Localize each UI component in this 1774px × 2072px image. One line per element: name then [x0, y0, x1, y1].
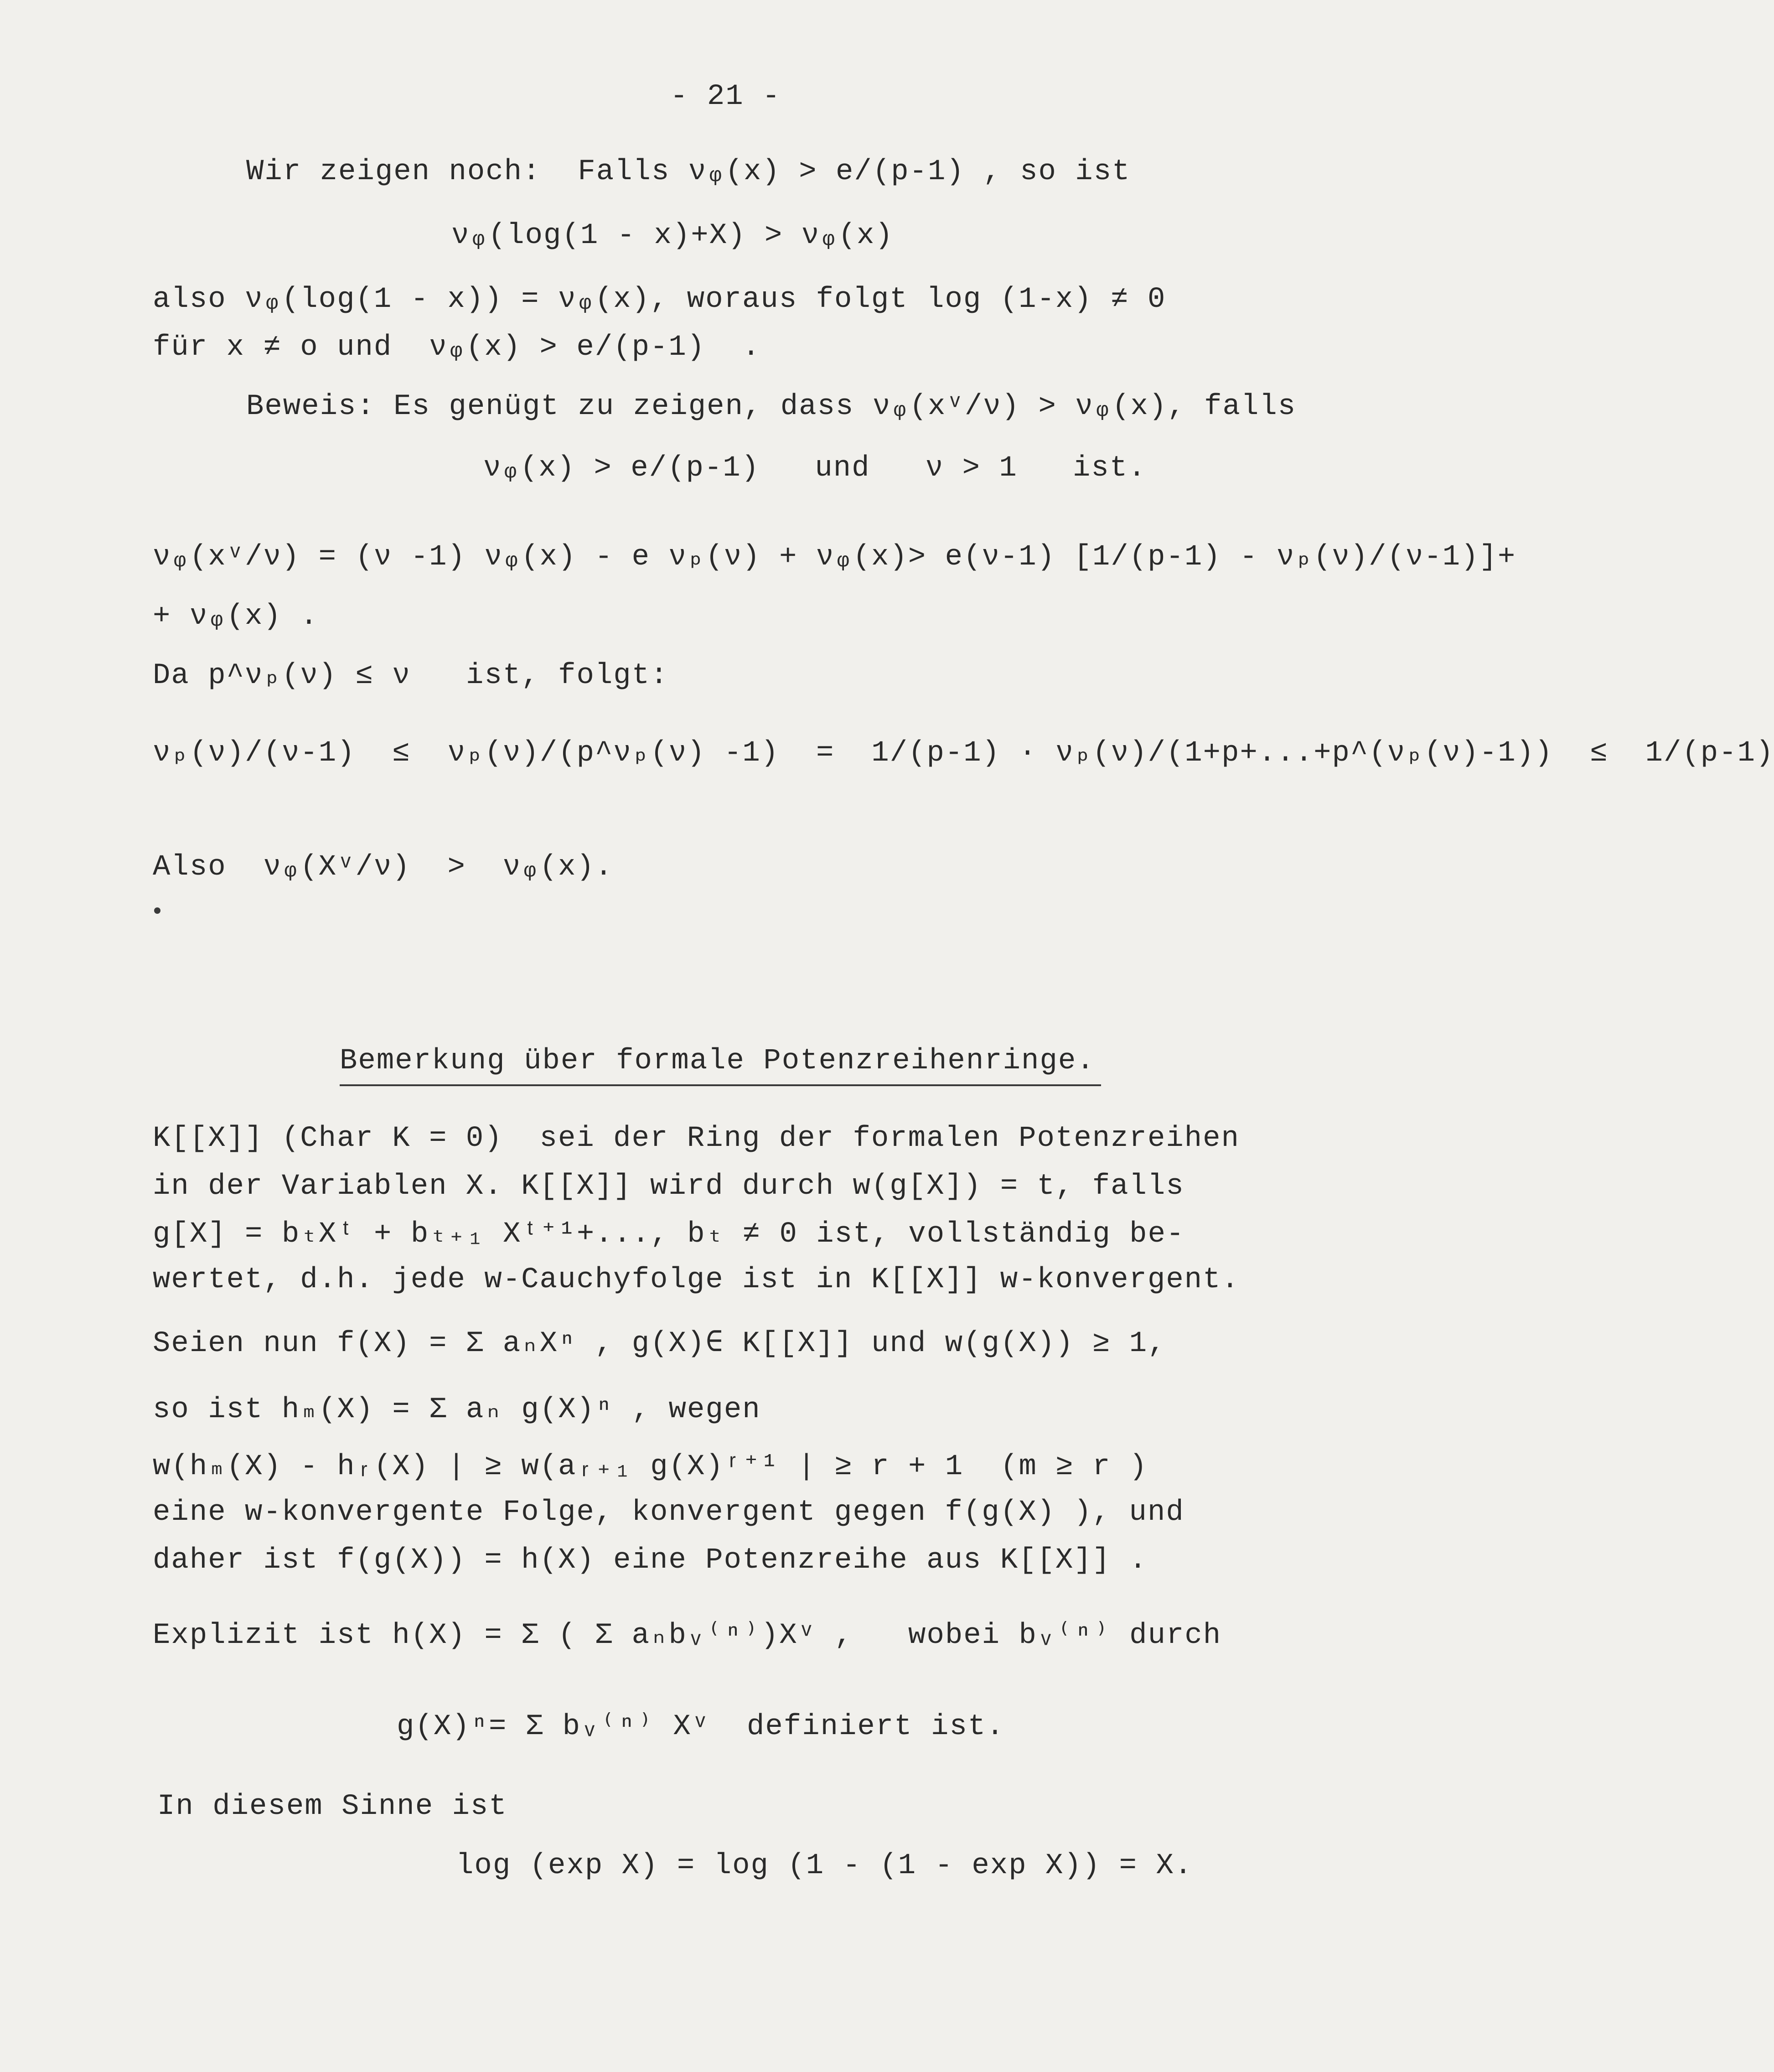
text-line-20: eine w-konvergente Folge, konvergent gegen f(g(X) ), und: [153, 1496, 1184, 1529]
text-line-4: für x ≠ o und νᵩ(x) > e/(p-1) .: [153, 331, 761, 364]
formula-line-10: νₚ(ν)/(ν-1) ≤ νₚ(ν)/(p^νₚ(ν) -1) = 1/(p-1) · νₚ(ν)/(1+p+...+p^(νₚ(ν)-1)) ≤ 1/(p-1): [153, 737, 1774, 770]
text-line-18: so ist hₘ(X) = Σ aₙ g(X)ⁿ , wegen: [153, 1393, 761, 1426]
text-line-15: g[X] = bₜXᵗ + bₜ₊₁ Xᵗ⁺¹+..., bₜ ≠ 0 ist, vollständig be-: [153, 1218, 1185, 1251]
formula-line-2: νᵩ(log(1 - x)+X) > νᵩ(x): [451, 219, 894, 252]
formula-line-6: νᵩ(x) > e/(p-1) und ν > 1 ist.: [483, 452, 1147, 485]
formula-line-23: g(X)ⁿ= Σ bᵥ⁽ⁿ⁾ Xᵛ definiert ist.: [397, 1710, 1005, 1743]
text-line-14: in der Variablen X. K[[X]] wird durch w(g[X]) = t, falls: [153, 1170, 1184, 1203]
page-number: - 21 -: [670, 80, 781, 113]
text-line-5: Beweis: Es genügt zu zeigen, dass νᵩ(xᵛ/ν) > νᵩ(x), falls: [246, 390, 1297, 423]
text-line-1: Wir zeigen noch: Falls νᵩ(x) > e/(p-1) , so ist: [246, 155, 1131, 188]
text-line-16: wertet, d.h. jede w-Cauchyfolge ist in K[[X]] w-konvergent.: [153, 1264, 1240, 1296]
formula-line-8: + νᵩ(x) .: [153, 600, 319, 633]
text-line-9: Da p^νₚ(ν) ≤ ν ist, folgt:: [153, 659, 669, 692]
text-line-24: In diesem Sinne ist: [157, 1790, 507, 1823]
dot-mark: [154, 907, 160, 914]
heading-underline: [340, 1084, 1101, 1086]
text-line-17: Seien nun f(X) = Σ aₙXⁿ , g(X)∈ K[[X]] und w(g(X)) ≥ 1,: [153, 1327, 1166, 1360]
text-line-13: K[[X]] (Char K = 0) sei der Ring der formalen Potenzreihen: [153, 1122, 1240, 1155]
formula-line-25: log (exp X) = log (1 - (1 - exp X)) = X.: [456, 1849, 1193, 1882]
text-line-19: w(hₘ(X) - hᵣ(X) | ≥ w(aᵣ₊₁ g(X)ʳ⁺¹ | ≥ r + 1 (m ≥ r ): [153, 1450, 1148, 1483]
section-heading: Bemerkung über formale Potenzreihenringe.: [340, 1045, 1095, 1077]
formula-line-7: νᵩ(xᵛ/ν) = (ν -1) νᵩ(x) - e νₚ(ν) + νᵩ(x)> e(ν-1) [1/(p-1) - νₚ(ν)/(ν-1)]+: [153, 541, 1516, 574]
text-line-11: Also νᵩ(Xᵛ/ν) > νᵩ(x).: [153, 851, 614, 884]
text-line-21: daher ist f(g(X)) = h(X) eine Potenzreihe aus K[[X]] .: [153, 1544, 1148, 1577]
text-line-22: Explizit ist h(X) = Σ ( Σ aₙbᵥ⁽ⁿ⁾)Xᵛ , wobei bᵥ⁽ⁿ⁾ durch: [153, 1619, 1222, 1652]
text-line-3: also νᵩ(log(1 - x)) = νᵩ(x), woraus folgt log (1-x) ≠ 0: [153, 283, 1166, 316]
